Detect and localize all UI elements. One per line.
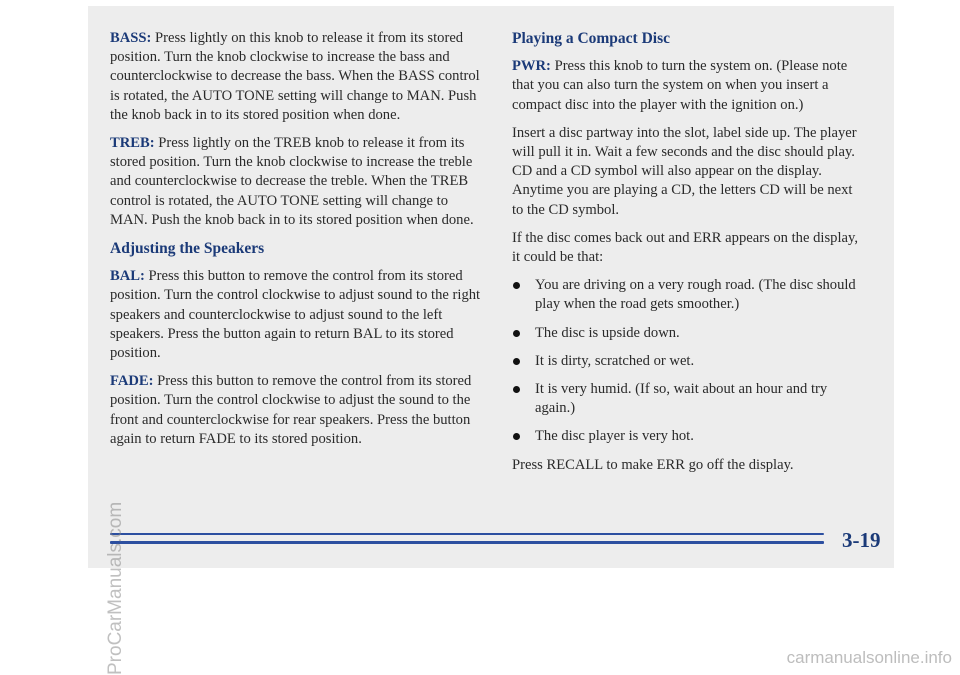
pwr-paragraph	[512, 57, 862, 115]
bal-term: BAL:	[110, 268, 145, 285]
side-watermark: ProCarManuals.com	[105, 501, 126, 675]
list-item	[512, 276, 862, 314]
list-item-text: It is very humid. (If so, wait about an hour and try again.)	[535, 381, 828, 417]
bullet-icon	[513, 386, 520, 393]
err-cause-list	[512, 276, 862, 446]
footer-rule-thin	[110, 533, 824, 535]
bullet-icon	[513, 358, 520, 365]
bullet-icon	[513, 330, 520, 337]
list-item-text: The disc player is very hot.	[535, 428, 694, 445]
treb-paragraph	[110, 134, 482, 230]
footer-watermark: carmanualsonline.info	[786, 648, 952, 667]
treb-term: TREB:	[110, 135, 155, 152]
insert-disc-paragraph: Insert a disc partway into the slot, label side up. The player will pull it in. Wait a few seconds and the disc should play. CD and a CD symbol will also appear on the display. Anytime you are playing a CD, the letters CD will be next to the CD symbol.	[512, 124, 857, 218]
right-column	[512, 29, 862, 484]
bullet-icon	[513, 282, 520, 289]
list-item-text: You are driving on a very rough road. (The disc should play when the road gets smoother.)	[535, 277, 856, 313]
recall-paragraph: Press RECALL to make ERR go off the display.	[512, 456, 794, 473]
list-item-text: It is dirty, scratched or wet.	[535, 352, 695, 369]
bass-text: Press lightly on this knob to release it from its stored position. Turn the knob clockwise to increase the bass and counterclockwise to decrease the bass. When the BASS control is rotated, the AUTO TONE setting will change to MAN. Push the knob back in to its stored position when done.	[110, 30, 480, 123]
err-intro-paragraph: If the disc comes back out and ERR appears on the display, it could be that:	[512, 229, 858, 266]
bass-paragraph	[110, 29, 482, 125]
bal-text: Press this button to remove the control from its stored position. Turn the control clockwise to adjust sound to the right speakers and counterclockwise to adjust sound to the left speakers. Press the button again to return BAL to its stored position.	[110, 268, 481, 362]
adjusting-speakers-heading: Adjusting the Speakers	[110, 240, 265, 258]
footer-rule-thick	[110, 541, 824, 544]
fade-text: Press this button to remove the control from its stored position. Turn the control clockwise to adjust the sound to the front and counterclockwise for rear speakers. Press the button again to return FADE to its stored position.	[110, 373, 472, 447]
list-item-text: The disc is upside down.	[535, 324, 680, 341]
bass-term: BASS:	[110, 30, 152, 46]
pwr-text: Press this knob to turn the system on. (Please note that you can also turn the system on when you insert a compact disc into the player with the ignition on.)	[512, 58, 848, 113]
playing-compact-disc-heading: Playing a Compact Disc	[512, 30, 671, 47]
treb-text: Press lightly on the TREB knob to release it from its stored position. Turn the knob clockwise to increase the treble and counterclockwise to decrease the treble. When the TREB control is rotated, the AUTO TONE setting will change to MAN. Push the knob back in to its stored position when done.	[110, 135, 474, 228]
list-item	[512, 380, 862, 418]
fade-term: FADE:	[110, 373, 154, 390]
page-number: 3-19	[842, 528, 881, 552]
list-item	[512, 324, 862, 343]
pwr-term: PWR:	[512, 58, 551, 75]
bullet-icon	[513, 433, 520, 440]
fade-paragraph	[110, 372, 482, 449]
left-column	[110, 29, 482, 458]
list-item	[512, 352, 862, 371]
list-item	[512, 427, 862, 446]
bal-paragraph	[110, 267, 482, 363]
